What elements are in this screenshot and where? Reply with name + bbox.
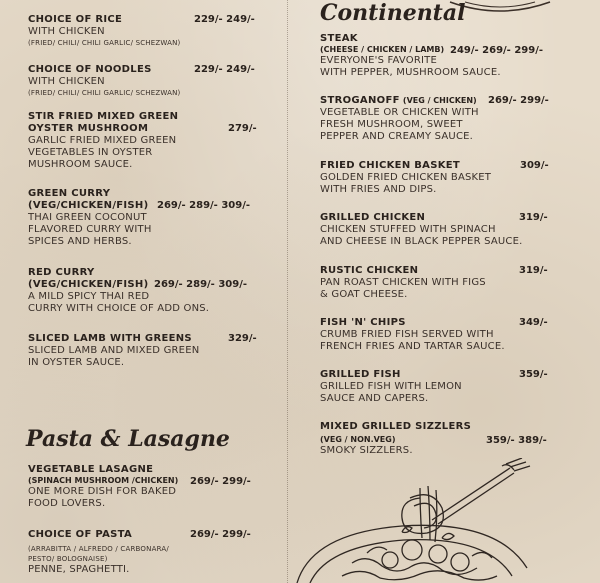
menu-item-rustic-chicken bbox=[320, 265, 486, 301]
item-price: 329/- bbox=[228, 333, 257, 344]
menu-item-green-curry bbox=[28, 188, 152, 248]
item-description: SAUCE AND CAPERS. bbox=[320, 393, 429, 404]
item-description: WITH FRIES AND DIPS. bbox=[320, 184, 437, 195]
item-description: SMOKY SIZZLERS. bbox=[320, 445, 413, 456]
pasta-fork-sketch-icon bbox=[292, 458, 532, 583]
item-name: MIXED GRILLED SIZZLERS bbox=[320, 421, 472, 432]
item-description: THAI GREEN COCONUT bbox=[28, 212, 147, 223]
item-price: 269/- 289/- 309/- bbox=[157, 200, 250, 211]
item-description: PAN ROAST CHICKEN WITH FIGS bbox=[320, 277, 486, 288]
item-price: 279/- bbox=[228, 123, 257, 134]
item-description: SLICED LAMB AND MIXED GREEN bbox=[28, 345, 200, 356]
item-price: 269/- 299/- bbox=[190, 529, 251, 540]
item-description: VEGETABLES IN OYSTER bbox=[28, 147, 153, 158]
item-description: FRENCH FRIES AND TARTAR SAUCE. bbox=[320, 341, 505, 352]
item-description: GARLIC FRIED MIXED GREEN bbox=[28, 135, 177, 146]
item-description: CRUMB FRIED FISH SERVED WITH bbox=[320, 329, 494, 340]
item-description: IN OYSTER SAUCE. bbox=[28, 357, 125, 368]
item-name: FRIED CHICKEN BASKET bbox=[320, 160, 461, 171]
item-description: A MILD SPICY THAI RED bbox=[28, 291, 150, 302]
item-price: 229/- 249/- bbox=[194, 14, 255, 25]
item-price: 359/- bbox=[519, 369, 548, 380]
item-description: WITH CHICKEN bbox=[28, 76, 105, 87]
section-title-continental: Continental bbox=[320, 0, 466, 26]
item-name: SLICED LAMB WITH GREENS bbox=[28, 333, 192, 344]
item-name: STIR FRIED MIXED GREEN bbox=[28, 111, 179, 122]
item-description: PENNE, SPAGHETTI. bbox=[28, 564, 130, 575]
item-description: PEPPER AND CREAMY SAUCE. bbox=[320, 131, 474, 142]
item-options: (VEG / NON.VEG) bbox=[320, 435, 396, 444]
item-name: GREEN CURRY bbox=[28, 188, 111, 199]
item-name: FISH 'N' CHIPS bbox=[320, 317, 406, 328]
item-options: (ARRABITTA / ALFREDO / CARBONARA/ bbox=[28, 545, 169, 553]
menu-item-vegetable-lasagne bbox=[28, 464, 178, 510]
menu-item-red-curry bbox=[28, 267, 209, 315]
item-name: STROGANOFF bbox=[320, 95, 400, 106]
item-name: CHOICE OF NOODLES bbox=[28, 64, 152, 75]
item-description: AND CHEESE IN BLACK PEPPER SAUCE. bbox=[320, 236, 523, 247]
menu-item-grilled-fish bbox=[320, 369, 462, 405]
item-description: WITH PEPPER, MUSHROOM SAUCE. bbox=[320, 67, 501, 78]
item-description: WITH CHICKEN bbox=[28, 26, 105, 37]
item-description: FOOD LOVERS. bbox=[28, 498, 106, 509]
item-price: 359/- 389/- bbox=[486, 435, 547, 446]
menu-item-mixed-grilled-sizzlers bbox=[320, 421, 471, 457]
item-price: 309/- bbox=[520, 160, 549, 171]
item-description: & GOAT CHEESE. bbox=[320, 289, 408, 300]
item-name: RED CURRY bbox=[28, 267, 95, 278]
item-options: (SPINACH MUSHROOM /CHICKEN) bbox=[28, 476, 179, 485]
item-price: 249/- 269/- 299/- bbox=[450, 45, 543, 56]
item-options: (VEG / CHICKEN) bbox=[402, 96, 477, 105]
item-description: CURRY WITH CHOICE OF ADD ONS. bbox=[28, 303, 210, 314]
item-description: FRESH MUSHROOM, SWEET bbox=[320, 119, 463, 130]
item-options: (CHEESE / CHICKEN / LAMB) bbox=[320, 45, 445, 54]
menu-item-steak bbox=[320, 33, 501, 79]
item-name: GRILLED FISH bbox=[320, 369, 401, 380]
item-options: (FRIED/ CHILI/ CHILI GARLIC/ SCHEZWAN) bbox=[28, 89, 181, 97]
menu-item-fish-n-chips bbox=[320, 317, 505, 353]
item-description: EVERYONE'S FAVORITE bbox=[320, 55, 437, 66]
item-price: 269/- 299/- bbox=[190, 476, 251, 487]
item-description: FLAVORED CURRY WITH bbox=[28, 224, 152, 235]
item-price: 319/- bbox=[519, 212, 548, 223]
item-name: RUSTIC CHICKEN bbox=[320, 265, 419, 276]
item-description: VEGETABLE OR CHICKEN WITH bbox=[320, 107, 479, 118]
menu-item-stir-fried-mixed-green bbox=[28, 111, 178, 171]
item-name: (VEG/CHICKEN/FISH) bbox=[28, 200, 149, 211]
item-options: PESTO/ BOLOGNAISE) bbox=[28, 555, 108, 563]
item-price: 319/- bbox=[519, 265, 548, 276]
item-description: GRILLED FISH WITH LEMON bbox=[320, 381, 462, 392]
item-name: CHOICE OF PASTA bbox=[28, 529, 133, 540]
menu-item-stroganoff bbox=[320, 95, 479, 143]
item-name: OYSTER MUSHROOM bbox=[28, 123, 149, 134]
menu-item-sliced-lamb-with-greens bbox=[28, 333, 199, 369]
item-price: 229/- 249/- bbox=[194, 64, 255, 75]
item-name: VEGETABLE LASAGNE bbox=[28, 464, 154, 475]
menu-item-choice-of-pasta bbox=[28, 529, 169, 576]
menu-item-choice-of-rice bbox=[28, 14, 180, 48]
item-name: (VEG/CHICKEN/FISH) bbox=[28, 279, 149, 290]
menu-item-choice-of-noodles bbox=[28, 64, 180, 98]
item-description: GOLDEN FRIED CHICKEN BASKET bbox=[320, 172, 492, 183]
menu-item-fried-chicken-basket bbox=[320, 160, 491, 196]
item-name: CHOICE OF RICE bbox=[28, 14, 123, 25]
section-title-pasta: Pasta & Lasagne bbox=[26, 426, 230, 452]
item-description: ONE MORE DISH FOR BAKED bbox=[28, 486, 177, 497]
item-name: STEAK bbox=[320, 33, 358, 44]
item-name: GRILLED CHICKEN bbox=[320, 212, 426, 223]
item-price: 269/- 289/- 309/- bbox=[154, 279, 247, 290]
item-description: MUSHROOM SAUCE. bbox=[28, 159, 133, 170]
item-price: 269/- 299/- bbox=[488, 95, 549, 106]
item-description: CHICKEN STUFFED WITH SPINACH bbox=[320, 224, 496, 235]
item-price: 349/- bbox=[519, 317, 548, 328]
menu-item-grilled-chicken bbox=[320, 212, 522, 248]
column-divider bbox=[287, 0, 288, 583]
item-options: (FRIED/ CHILI/ CHILI GARLIC/ SCHEZWAN) bbox=[28, 39, 181, 47]
item-description: SPICES AND HERBS. bbox=[28, 236, 132, 247]
